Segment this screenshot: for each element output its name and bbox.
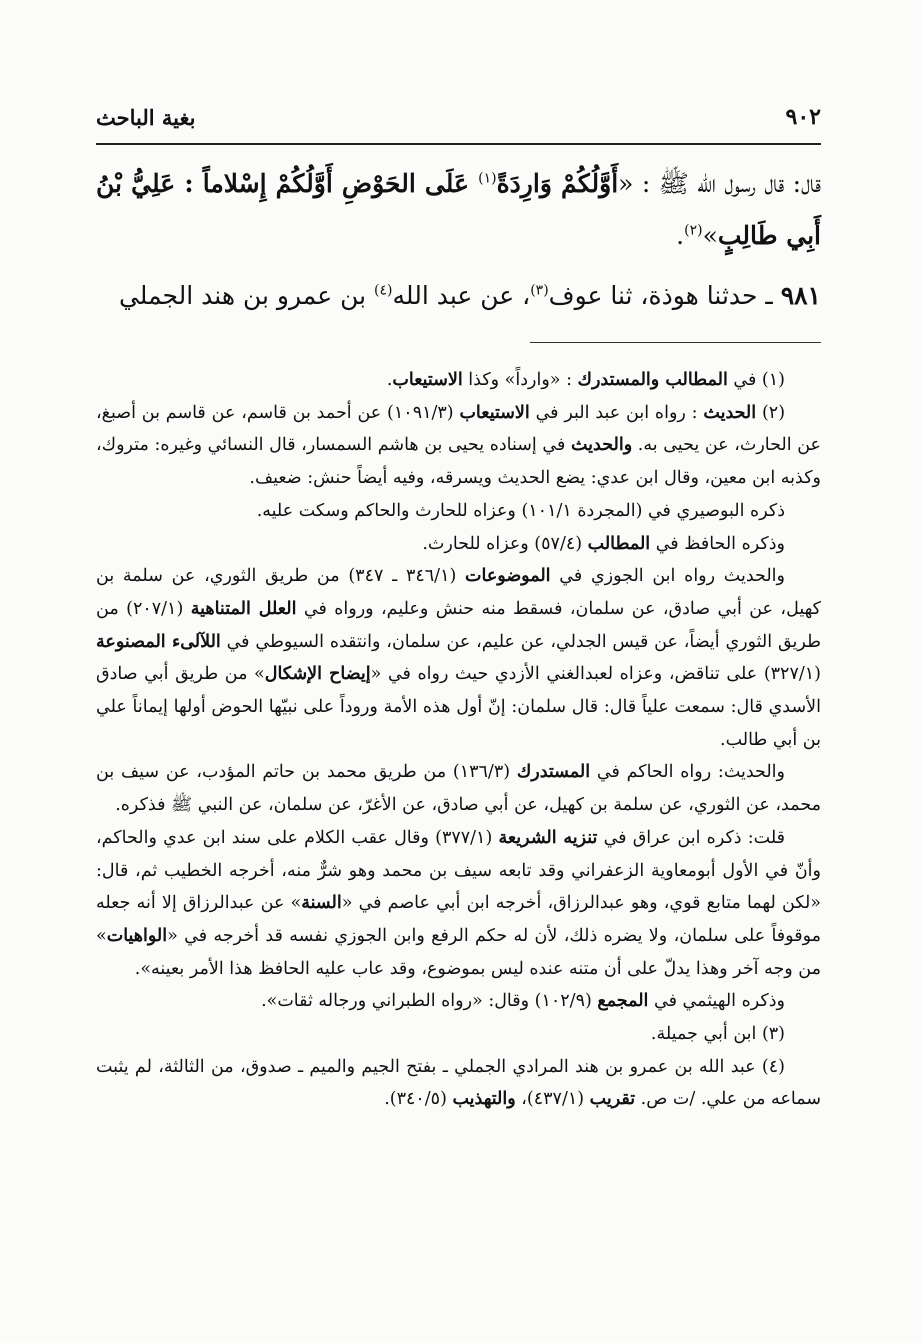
- footnote-2-haythami: وذكره الهيثمي في المجمع (١٠٢/٩) وقال: «رواه الطبراني ورجاله ثقات».: [261, 991, 785, 1012]
- footnote-2-matalib: وذكره الحافظ في المطالب (٥٧/٤) وعزاه للحارث.: [422, 533, 785, 554]
- footnote-3: (٣) ابن أبي جميلة.: [650, 1024, 785, 1045]
- footnote-4: (٤) عبد الله بن عمرو بن هند المرادي الجملي ـ بفتح الجيم والميم ـ صدوق، من الثالثة، لم يثبت سماعه من علي. /ت ص. تقريب (٤٣٧/١)، والتهذيب (٣٤٠/٥).: [96, 1056, 821, 1110]
- footnote-ref: (٣): [530, 282, 549, 299]
- running-title: بغية الباحث: [96, 104, 196, 130]
- footnote-separator: [530, 342, 821, 343]
- hadith-text: قال: قال رسول الله ﷺ : «أَوَّلُكُمْ وَارِدَةً$^{(١)}$ عَلَى الحَوْضِ أَوَّلُكُمْ إِسْلاماً : عَلِيُّ بْنُ أَبِي طَالِبٍ»$^{(٢)}$.: [96, 169, 821, 250]
- page-number: ٩٠٢: [785, 104, 821, 130]
- footnote-2-qultu: قلت: ذكره ابن عراق في تنزيه الشريعة (٣٧٧/١) وقال عقب الكلام على سند ابن عدي والحاكم، وأنّ في الأول أبومعاوية الزعفراني وقد تابعه سيف بن محمد وهو شرٌّ منه، أخرجه الخطيب ثم، قال: «لكن لهما متابع قوي، وهو عبدالرزاق، أخرجه ابن أبي عاصم في «السنة» عن عبدالرزاق إلا أنه جعله موقوفاً على سلمان، ولا يضره ذلك، لأن له حكم الرفع وابن الجوزي نفسه قد أخرجه في «الواهيات» من وجه آخر وهذا يدلّ على أن متنه عنده ليس بموضوع، وقد عاب عليه الحافظ هذا الأمر بعينه».: [96, 827, 821, 979]
- hadith-number: ٩٨١: [780, 281, 821, 310]
- hadith-981-chain: ٩٨١ ـ حدثنا هوذة، ثنا عوف$^{(٣)}$، عن عبد الله$^{(٤)}$ بن عمرو بن هند الجملي: [118, 281, 821, 310]
- footnote-2-hakim: والحديث: رواه الحاكم في المستدرك (١٣٦/٣) من طريق محمد بن حاتم المؤدب، عن سيف بن محمد، عن الثوري، عن سلمة بن كهيل، عن أبي صادق، عن الأغرّ، عن سلمان، عن النبي ﷺ فذكره.: [96, 762, 821, 816]
- main-text: [96, 158, 821, 322]
- footnote-ref: (١): [478, 170, 497, 187]
- footnotes: [96, 364, 821, 1116]
- page-header: [96, 98, 821, 136]
- footnote-2-ibn-aljawzi: والحديث رواه ابن الجوزي في الموضوعات (٣٤٦/١ ـ ٣٤٧) من طريق الثوري، عن سلمة بن كهيل، عن أبي صادق، عن سلمان، فسقط منه حنش وعليم، ورواه في العلل المتناهية (٢٠٧/١) من طريق الثوري أيضاً، عن قيس الجدلي، عن عليم، عن سلمان، وانتقده السيوطي في اللآلىء المصنوعة (٣٢٧/١) على تناقض، وعزاه لعبدالغني الأزدي حيث رواه في «إيضاح الإشكال» من طريق أبي صادق الأسدي قال: سمعت علياً قال: قال سلمان: إنّ أول هذه الأمة وروداً على نبيّها الحوض أولها إيماناً علي بن أبي طالب.: [96, 566, 822, 750]
- footnote-2-busiri: ذكره البوصيري في (المجردة ١٠١/١) وعزاه للحارث والحاكم وسكت عليه.: [256, 500, 785, 521]
- footnote-ref: (٢): [684, 222, 703, 239]
- footnote-2: (٢) الحديث : رواه ابن عبد البر في الاستيعاب (١٠٩١/٣) عن أحمد بن قاسم، عن قاسم بن أصبغ، عن الحارث، عن يحيى به. والحديث في إسناده يحيى بن هاشم السمسار، قال النسائي وغيره: متروك، وكذبه ابن معين، وقال ابن عدي: يضع الحديث ويسرقه، وفيه أيضاً حنش: ضعيف.: [96, 402, 821, 489]
- header-rule: [96, 143, 821, 145]
- footnote-1: (١) في المطالب والمستدرك : «وارداً» وكذا الاستيعاب.: [386, 370, 785, 390]
- footnote-ref: (٤): [374, 282, 393, 299]
